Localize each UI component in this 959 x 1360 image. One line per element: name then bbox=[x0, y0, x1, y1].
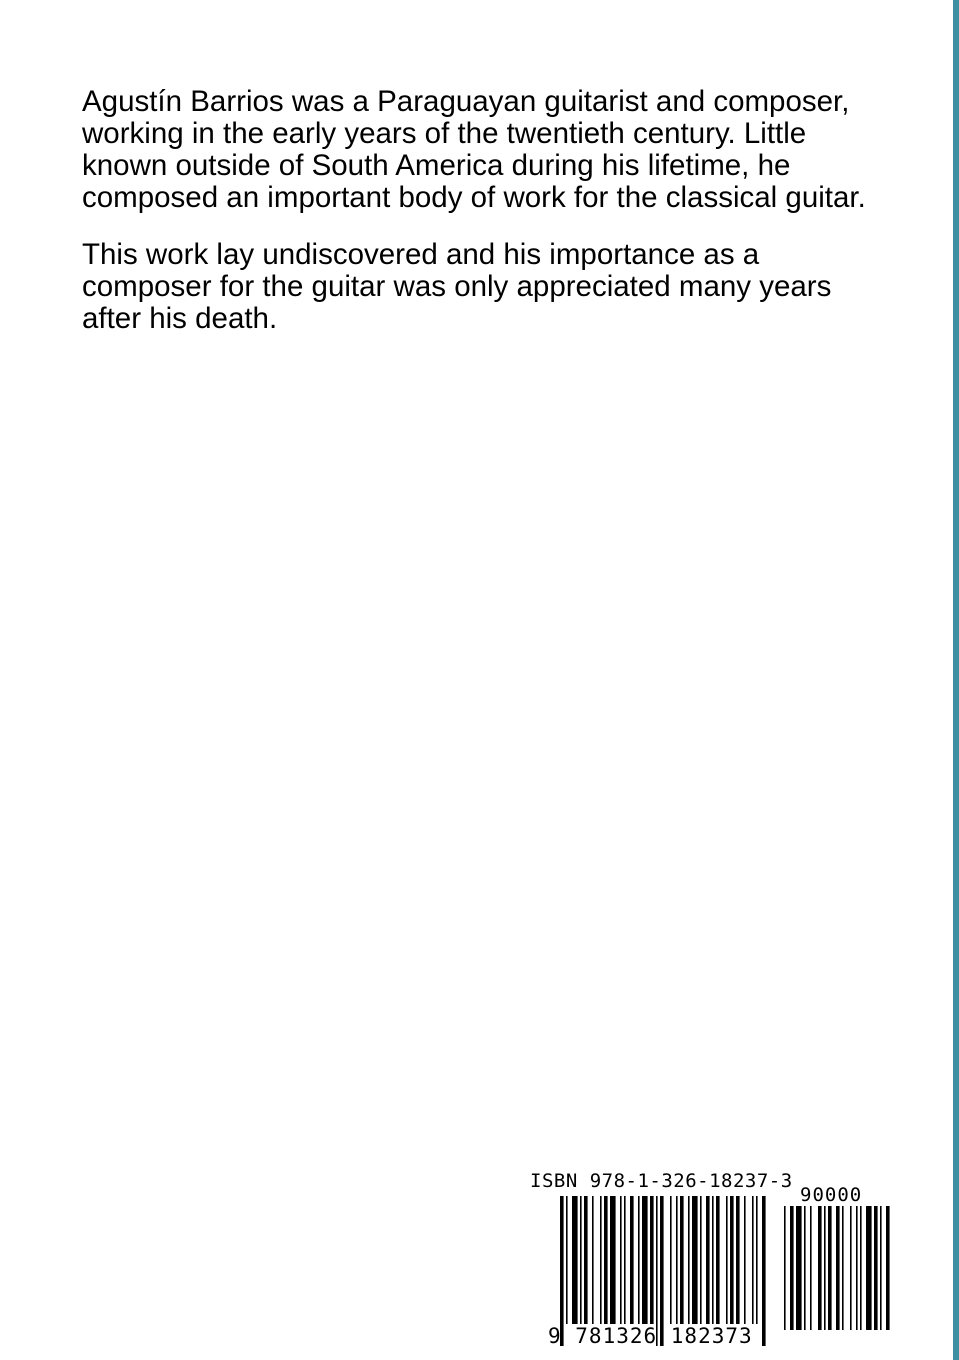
back-cover-blurb bbox=[82, 86, 882, 360]
addon-digits: 90000 bbox=[800, 1184, 863, 1206]
cover-edge-strip bbox=[953, 0, 959, 1360]
ean-digits: 9 781326 182373 bbox=[548, 1324, 753, 1348]
blurb-paragraph-2: This work lay undiscovered and his importance as a composer for the guitar was only appreciated many years after his death. bbox=[82, 238, 832, 335]
isbn-label: ISBN 978-1-326-18237-3 bbox=[530, 1170, 793, 1192]
blurb-paragraph-1: Agustín Barrios was a Paraguayan guitarist and composer, working in the early years of the twentieth century. Little known outside of South America during his lifetime, he composed an important body of work for the classical guitar. bbox=[82, 85, 866, 214]
isbn-barcode bbox=[528, 1170, 890, 1350]
